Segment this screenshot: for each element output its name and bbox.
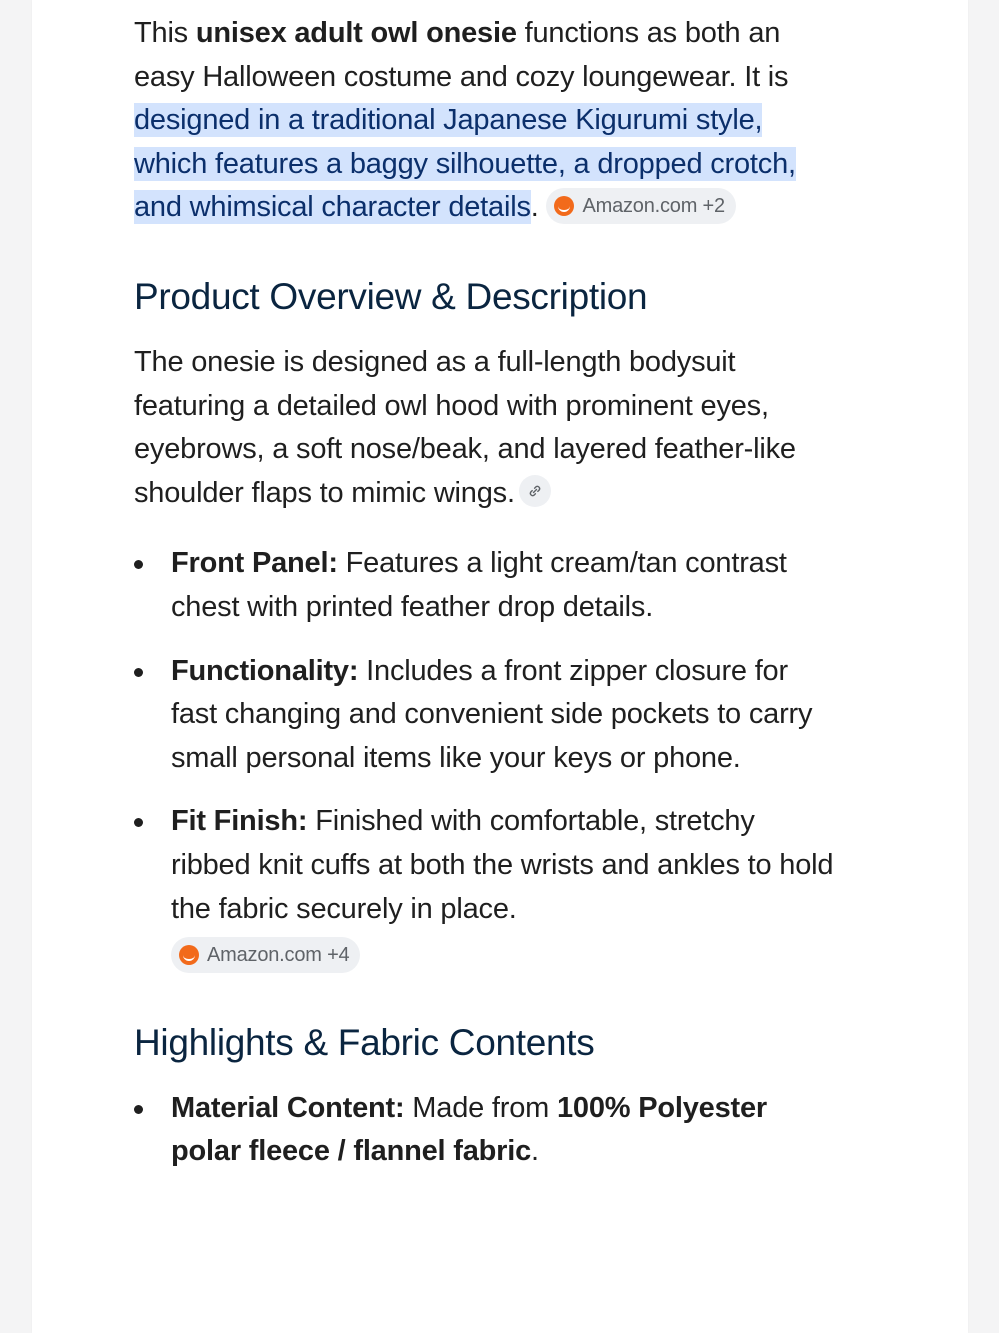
bullet-text-end: . (531, 1135, 539, 1168)
section-heading-overview: Product Overview & Description (134, 275, 648, 317)
intro-paragraph (134, 12, 834, 230)
link-icon[interactable] (519, 475, 551, 507)
overview-paragraph (134, 341, 834, 515)
source-chip-amazon-4[interactable] (171, 937, 360, 973)
source-chip-label: Amazon.com +4 (207, 944, 350, 967)
list-item (134, 542, 834, 629)
bullet-label: Material Content: (171, 1091, 405, 1124)
intro-text-1: This (134, 17, 196, 49)
list-item (134, 650, 834, 781)
bullet-label: Functionality: (171, 654, 359, 687)
highlighted-claim[interactable]: designed in a traditional Japanese Kigurumi style, which features a baggy silhouette, a dropped crotch, and whimsical character details (134, 104, 796, 224)
intro-text-3: . (530, 191, 539, 224)
bullet-text: Made from (404, 1091, 557, 1124)
bullet-text: Features a light cream/tan contrast chest with printed feather drop details. (171, 547, 787, 623)
intro-bold-product: unisex adult owl onesie (195, 17, 517, 49)
section-heading-highlights: Highlights & Fabric Contents (134, 1021, 595, 1063)
highlights-bullet-list (134, 1087, 834, 1174)
bullet-bold-text: 100% Polyester polar fleece / flannel fabric (171, 1091, 767, 1168)
overview-bullet-list (134, 542, 834, 974)
bullet-label: Fit Finish: (171, 805, 308, 838)
source-chip-amazon-2[interactable] (546, 188, 735, 224)
amazon-source-icon (554, 196, 574, 216)
list-item (134, 800, 834, 974)
bullet-text: Includes a front zipper closure for fast changing and convenient side pockets to carry small personal items like your keys or phone. (171, 654, 813, 774)
intro-text-2: functions as both an easy Halloween costume and cozy loungewear. It is (134, 17, 789, 93)
response-content (134, 12, 834, 1174)
list-item (134, 1087, 834, 1174)
bullet-label: Front Panel: (171, 547, 338, 580)
overview-text: The onesie is designed as a full-length bodysuit featuring a detailed owl hood with prominent eyes, eyebrows, a soft nose/beak, and layered feather-like shoulder flaps to mimic wings. (134, 345, 796, 509)
bullet-text: Finished with comfortable, stretchy ribbed knit cuffs at both the wrists and ankles to hold the fabric securely in place. (171, 805, 834, 925)
amazon-source-icon (179, 945, 199, 965)
source-chip-label: Amazon.com +2 (582, 194, 725, 217)
